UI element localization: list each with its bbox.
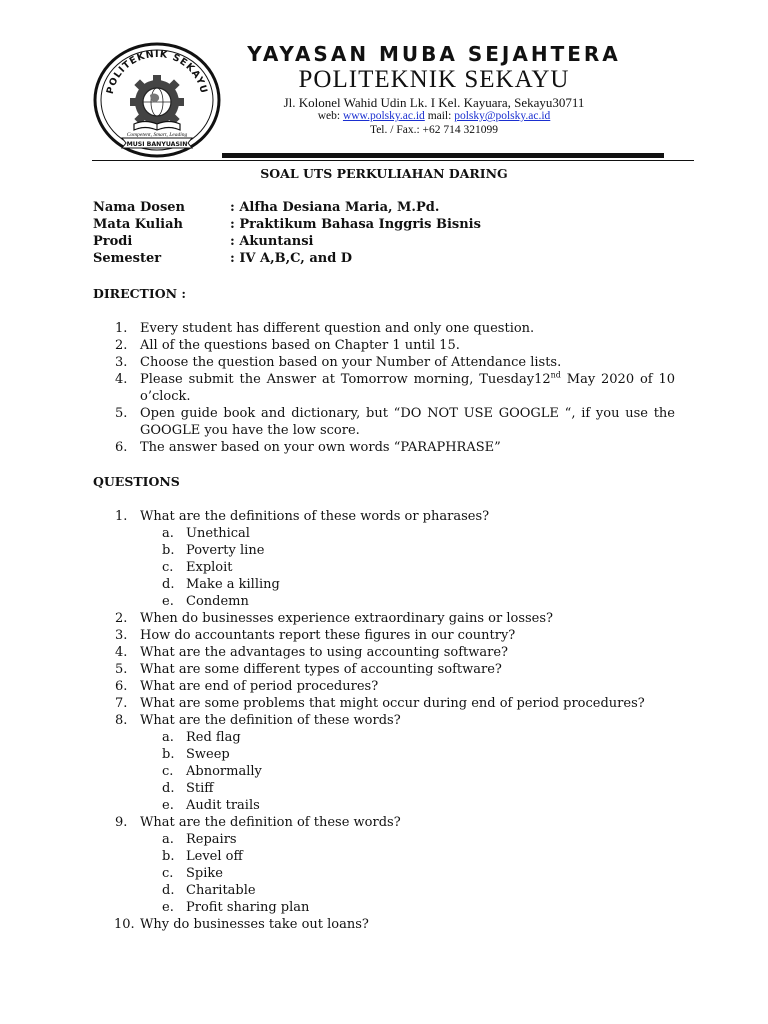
sub-item-letter: a. — [162, 832, 174, 847]
institution-name: POLITEKNIK SEKAYU — [298, 66, 570, 93]
sub-item-text: Make a killing — [186, 577, 280, 592]
logo-ribbon-text: MUSI BANYUASIN — [126, 141, 188, 148]
info-label: Nama Dosen — [93, 200, 185, 215]
question-text: Why do businesses take out loans? — [140, 917, 369, 932]
question-text: How do accountants report these figures in our country? — [140, 628, 516, 643]
info-value: : IV A,B,C, and D — [230, 251, 353, 266]
contact-line — [232, 110, 636, 122]
sub-item-text: Repairs — [186, 832, 237, 847]
foundation-name: YAYASAN MUBA SEJAHTERA — [247, 42, 621, 66]
sub-item-letter: d. — [162, 781, 175, 796]
sub-item-text: Unethical — [186, 526, 250, 541]
item-text: All of the questions based on Chapter 1 until 15. — [140, 338, 460, 353]
item-text: The answer based on your own words “PARAPHRASE” — [140, 440, 501, 455]
info-label: Semester — [93, 251, 162, 266]
ordinal-suffix: nd — [550, 370, 561, 380]
question-text: What are the definition of these words? — [140, 713, 401, 728]
question-text: What are some different types of accounting software? — [140, 662, 502, 677]
item-number: 3. — [115, 355, 128, 370]
direction-heading: DIRECTION : — [93, 286, 186, 301]
item-text: Open guide book and dictionary, but “DO NOT USE GOOGLE “, if you use the GOOGLE you have the low score. — [140, 406, 675, 438]
question-number: 1. — [115, 509, 128, 524]
sub-item-text: Stiff — [186, 781, 214, 796]
sub-item-text: Charitable — [186, 883, 256, 898]
institution-address: Jl. Kolonel Wahid Udin Lk. I Kel. Kayuara, Sekayu30711 — [283, 95, 585, 110]
phone-fax: Tel. / Fax.: +62 714 321099 — [369, 124, 499, 136]
question-number: 9. — [115, 815, 128, 830]
sub-item-text: Spike — [186, 866, 223, 881]
question-number: 10. — [114, 917, 135, 932]
sub-item-letter: e. — [162, 900, 174, 915]
question-text: What are the advantages to using accounting software? — [140, 645, 508, 660]
sub-item-letter: c. — [162, 866, 174, 881]
item-text — [140, 371, 675, 405]
info-value: : Alfha Desiana Maria, M.Pd. — [230, 200, 440, 215]
question-text: What are the definition of these words? — [140, 815, 401, 830]
politeknik-sekayu-logo — [92, 40, 222, 158]
question-number: 2. — [115, 611, 128, 626]
sub-item-letter: a. — [162, 526, 174, 541]
sub-item-letter: a. — [162, 730, 174, 745]
item-number: 6. — [115, 440, 128, 455]
sub-item-letter: e. — [162, 798, 174, 813]
question-text: What are end of period procedures? — [140, 679, 379, 694]
sub-item-text: Condemn — [186, 594, 249, 609]
info-label: Prodi — [93, 234, 133, 249]
item-text: Choose the question based on your Number of Attendance lists. — [140, 355, 562, 370]
sub-item-text: Profit sharing plan — [186, 900, 310, 915]
email-link[interactable]: polsky@polsky.ac.id — [454, 110, 551, 122]
item-number: 5. — [115, 406, 128, 421]
question-number: 6. — [115, 679, 128, 694]
logo-arc-text: POLITEKNIK SEKAYU — [104, 48, 210, 96]
sub-item-text: Abnormally — [186, 764, 262, 779]
question-number: 4. — [115, 645, 128, 660]
letterhead-rule-thin — [92, 160, 694, 161]
sub-item-text: Audit trails — [186, 798, 260, 813]
item-text-part: Please submit the Answer at Tomorrow morning, Tuesday12 — [140, 372, 551, 387]
question-number: 7. — [115, 696, 128, 711]
letterhead-rule-thick — [222, 153, 664, 158]
sub-item-letter: d. — [162, 883, 175, 898]
sub-item-text: Level off — [186, 849, 243, 864]
question-text: What are some problems that might occur during end of period procedures? — [140, 696, 645, 711]
sub-item-text: Sweep — [186, 747, 230, 762]
logo-motto: Competent, Smart, Leading — [126, 132, 188, 138]
sub-item-text: Red flag — [186, 730, 241, 745]
question-number: 8. — [115, 713, 128, 728]
question-number: 3. — [115, 628, 128, 643]
item-text-part: May 2020 of 10 o’clock. — [140, 372, 675, 404]
exam-title: SOAL UTS PERKULIAHAN DARING — [260, 166, 508, 181]
globe-icon — [143, 88, 171, 116]
sub-item-letter: c. — [162, 764, 174, 779]
web-label: web: — [317, 110, 341, 122]
item-number: 4. — [115, 372, 128, 387]
website-link[interactable]: www.polsky.ac.id — [342, 110, 425, 122]
sub-item-letter: b. — [162, 849, 175, 864]
sub-item-letter: c. — [162, 560, 174, 575]
item-number: 2. — [115, 338, 128, 353]
item-number: 1. — [115, 321, 128, 336]
sub-item-letter: b. — [162, 747, 175, 762]
sub-item-letter: e. — [162, 594, 174, 609]
info-value: : Akuntansi — [230, 234, 314, 249]
mail-label: mail: — [427, 110, 452, 122]
info-value: : Praktikum Bahasa Inggris Bisnis — [230, 217, 481, 232]
question-number: 5. — [115, 662, 128, 677]
sub-item-letter: b. — [162, 543, 175, 558]
question-text: What are the definitions of these words or pharases? — [140, 509, 490, 524]
info-label: Mata Kuliah — [93, 217, 183, 232]
item-text: Every student has different question and only one question. — [140, 321, 535, 336]
question-text: When do businesses experience extraordinary gains or losses? — [140, 611, 554, 626]
sub-item-text: Exploit — [186, 560, 233, 575]
questions-heading: QUESTIONS — [93, 474, 180, 489]
sub-item-letter: d. — [162, 577, 175, 592]
sub-item-text: Poverty line — [186, 543, 265, 558]
